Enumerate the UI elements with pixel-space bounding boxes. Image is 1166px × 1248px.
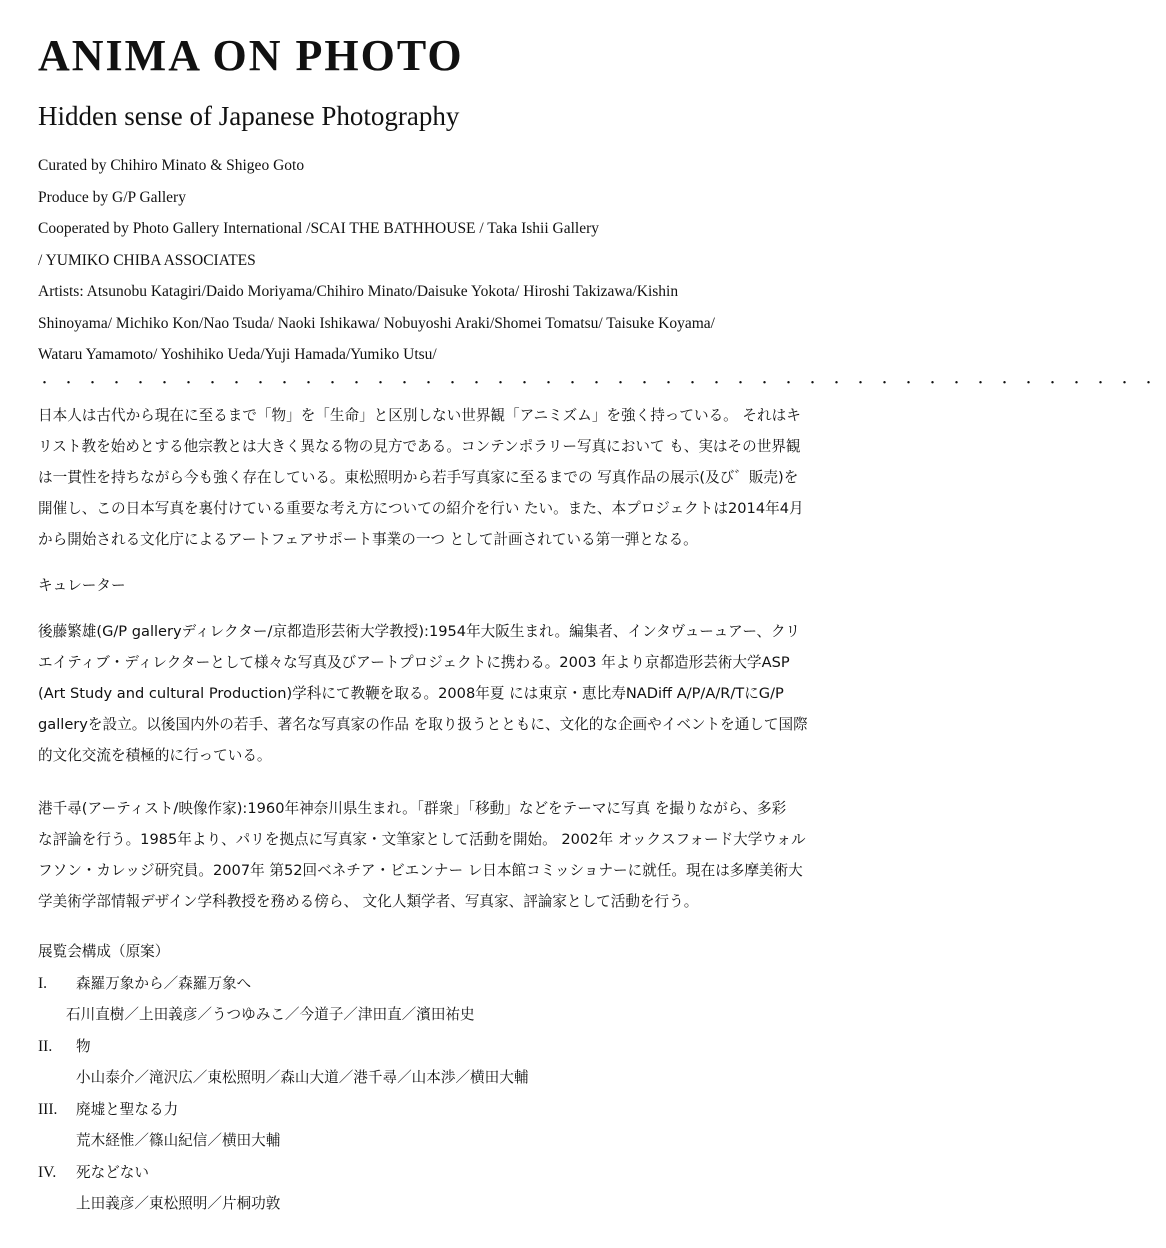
section-numeral: IV. xyxy=(38,1163,57,1181)
paragraph-line: 開催し、この日本写真を裏付けている重要な考え方についての紹介を行い たい。また、本プロジェクトは2014年4月 xyxy=(38,500,804,517)
section-title: 森羅万象から／森羅万象へ xyxy=(76,974,252,992)
paragraph-line: 港千尋(アーティスト/映像作家):1960年神奈川県生まれ。「群衆」「移動」などをテーマに写真 を撮りながら、多彩 xyxy=(38,800,787,817)
section-artists: 石川直樹／上田義彦／うつゆみこ／今道子／津田直／濱田祐史 xyxy=(66,1006,475,1023)
cooperated-by-line: Cooperated by Photo Gallery International /SCAI THE BATHHOUSE / Taka Ishii Gallery xyxy=(38,220,599,237)
curator-heading: キュレーター xyxy=(38,577,126,594)
paragraph-line: は一貫性を持ちながら今も強く存在している。東松照明から若手写真家に至るまでの 写真作品の展示(及び゛販売)を xyxy=(38,469,799,486)
paragraph-line: 後藤繁雄(G/P galleryディレクター/京都造形芸術大学教授):1954年大阪生まれ。編集者、インタヴューュアー、クリ xyxy=(38,623,801,640)
artists-line-cont: Shinoyama/ Michiko Kon/Nao Tsuda/ Naoki Ishikawa/ Nobuyoshi Araki/Shomei Tomatsu/ Taisuke Koyama/ xyxy=(38,314,715,332)
curator-bio-goto xyxy=(38,616,864,771)
section-artists: 上田義彦／東松照明／片桐功敦 xyxy=(76,1195,281,1212)
artists-line: Artists: Atsunobu Katagiri/Daido Moriyama/Chihiro Minato/Daisuke Yokota/ Hiroshi Takizawa/Kishin xyxy=(38,283,679,300)
paragraph-line: な評論を行う。1985年より、パリを拠点に写真家・文筆家として活動を開始。 2002年 オックスフォード大学ウォル xyxy=(38,831,806,848)
credits-block xyxy=(38,150,864,371)
exhibition-structure xyxy=(38,936,864,1220)
paragraph-line: 日本人は古代から現在に至るまで「物」を「生命」と区別しない世界観「アニミズム」を強く持っている。 それはキ xyxy=(38,407,801,424)
paragraph-line: リスト教を始めとする他宗教とは大きく異なる物の見方である。コンテンポラリー写真において も、実はその世界観 xyxy=(38,438,801,455)
section-title-row xyxy=(38,968,864,1000)
intro-paragraph xyxy=(38,400,864,555)
page-subtitle: Hidden sense of Japanese Photography xyxy=(38,101,460,131)
section-title-row xyxy=(38,1094,864,1126)
page-title: ANIMA ON PHOTO xyxy=(38,31,464,80)
paragraph-line: 的文化交流を積極的に行っている。 xyxy=(38,747,272,764)
section-artists: 荒木経惟／篠山紀信／横田大輔 xyxy=(76,1132,281,1149)
structure-heading: 展覧会構成（原案） xyxy=(38,943,170,960)
section-title: 廃墟と聖なる力 xyxy=(76,1100,179,1118)
section-numeral: I. xyxy=(38,974,48,992)
section-numeral: III. xyxy=(38,1100,58,1118)
section-artists: 小山泰介／滝沢広／東松照明／森山大道／港千尋／山本渉／横田大輔 xyxy=(76,1069,529,1086)
paragraph-line: から開始される文化庁によるアートフェアサポート事業の一つ として計画されている第一弾となる。 xyxy=(38,531,698,548)
paragraph-line: フソン・カレッジ研究員。2007年 第52回ベネチア・ビエンナー レ日本館コミッショナーに就任。現在は多摩美術大 xyxy=(38,862,803,879)
section-title: 物 xyxy=(76,1037,91,1055)
produced-by-line: Produce by G/P Gallery xyxy=(38,188,186,206)
cooperated-by-line-cont: / YUMIKO CHIBA ASSOCIATES xyxy=(38,251,256,269)
dotted-divider: ・・・・・・・・・・・・・・・・・・・・・・・・・・・・・・・・・・・・・・・・・・・・・・・ xyxy=(38,376,1166,391)
curator-bio-minato xyxy=(38,793,864,917)
section-title-row xyxy=(38,1157,864,1189)
artists-line-cont: Wataru Yamamoto/ Yoshihiko Ueda/Yuji Hamada/Yumiko Utsu/ xyxy=(38,346,437,363)
section-numeral: II. xyxy=(38,1037,53,1055)
section-title: 死などない xyxy=(76,1163,149,1181)
paragraph-line: galleryを設立。以後国内外の若手、著名な写真家の作品 を取り扱うとともに、文化的な企画やイベントを通して国際 xyxy=(38,716,808,733)
paragraph-line: エイティブ・ディレクターとして様々な写真及びアートプロジェクトに携わる。2003 年より京都造形芸術大学ASP xyxy=(38,654,790,671)
paragraph-line: (Art Study and cultural Production)学科にて教鞭を取る。2008年夏 には東京・恵比寿NADiff A/P/A/R/TにG/P xyxy=(38,685,784,702)
section-title-row xyxy=(38,1031,864,1063)
paragraph-line: 学美術学部情報デザイン学科教授を務める傍ら、 文化人類学者、写真家、評論家として活動を行う。 xyxy=(38,893,699,910)
curated-by-line: Curated by Chihiro Minato & Shigeo Goto xyxy=(38,157,305,174)
